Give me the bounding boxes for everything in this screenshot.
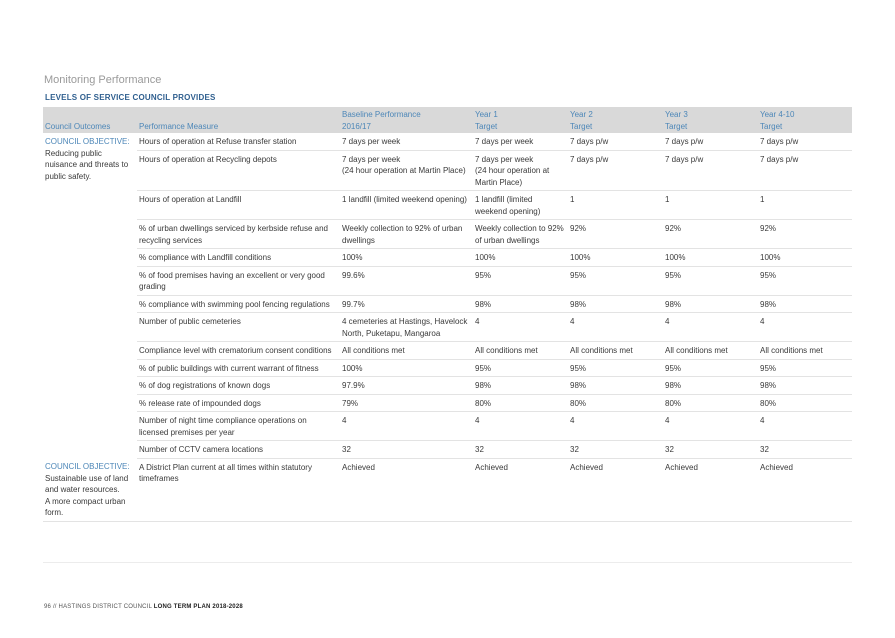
- measure-cell: Number of CCTV camera locations: [137, 441, 340, 459]
- year1-cell: 95%: [473, 359, 568, 377]
- table-header-row: [43, 107, 852, 133]
- footer-document-title: LONG TERM PLAN 2018-2028: [153, 604, 243, 610]
- year3-cell: 95%: [663, 359, 758, 377]
- header-year3: Year 3 Target: [663, 107, 758, 133]
- baseline-cell: 7 days per week (24 hour operation at Martin Place): [340, 150, 473, 191]
- year1-cell: 1 landfill (limited weekend opening): [473, 191, 568, 220]
- year3-cell: 4: [663, 313, 758, 342]
- header-year4-10: Year 4-10 Target: [758, 107, 852, 133]
- year2-cell: 98%: [568, 377, 663, 395]
- year2-cell: 92%: [568, 220, 663, 249]
- year4-10-cell: 7 days p/w: [758, 150, 852, 191]
- year4-10-cell: 95%: [758, 359, 852, 377]
- table-row: [43, 220, 852, 249]
- year3-cell: 95%: [663, 266, 758, 295]
- year3-cell: 4: [663, 412, 758, 441]
- table-row: [43, 313, 852, 342]
- header-year2: Year 2 Target: [568, 107, 663, 133]
- measure-cell: % of urban dwellings serviced by kerbside refuse and recycling services: [137, 220, 340, 249]
- measure-cell: Number of public cemeteries: [137, 313, 340, 342]
- year4-10-cell: 92%: [758, 220, 852, 249]
- year3-cell: 1: [663, 191, 758, 220]
- year3-cell: 7 days p/w: [663, 150, 758, 191]
- year2-cell: 32: [568, 441, 663, 459]
- year1-cell: All conditions met: [473, 342, 568, 360]
- table-row: [43, 458, 852, 521]
- measure-cell: % of food premises having an excellent or very good grading: [137, 266, 340, 295]
- year4-10-cell: 100%: [758, 249, 852, 267]
- measure-cell: Compliance level with crematorium consent conditions: [137, 342, 340, 360]
- baseline-cell: 100%: [340, 359, 473, 377]
- year2-cell: 1: [568, 191, 663, 220]
- table-row: [43, 249, 852, 267]
- year4-10-cell: 4: [758, 313, 852, 342]
- measure-cell: Hours of operation at Landfill: [137, 191, 340, 220]
- year1-cell: 7 days per week (24 hour operation at Martin Place): [473, 150, 568, 191]
- year3-cell: 92%: [663, 220, 758, 249]
- year2-cell: Achieved: [568, 458, 663, 521]
- year3-cell: 80%: [663, 394, 758, 412]
- baseline-cell: 4 cemeteries at Hastings, Havelock North, Puketapu, Mangaroa: [340, 313, 473, 342]
- year4-10-cell: 1: [758, 191, 852, 220]
- year1-cell: 100%: [473, 249, 568, 267]
- header-council-outcomes: Council Outcomes: [43, 107, 137, 133]
- year4-10-cell: 32: [758, 441, 852, 459]
- baseline-cell: 97.9%: [340, 377, 473, 395]
- table-row: [43, 133, 852, 150]
- year3-cell: All conditions met: [663, 342, 758, 360]
- council-objective-land-use: COUNCIL OBJECTIVE: Sustainable use of land and water resources. A more compact urban form.: [43, 458, 137, 521]
- year1-cell: 95%: [473, 266, 568, 295]
- table-row: [43, 191, 852, 220]
- year1-cell: 98%: [473, 295, 568, 313]
- measure-cell: Hours of operation at Refuse transfer station: [137, 133, 340, 150]
- table-row: [43, 266, 852, 295]
- year2-cell: 95%: [568, 266, 663, 295]
- year1-cell: 98%: [473, 377, 568, 395]
- table-row: [43, 441, 852, 459]
- measure-cell: % compliance with swimming pool fencing regulations: [137, 295, 340, 313]
- table-row: [43, 412, 852, 441]
- baseline-cell: 100%: [340, 249, 473, 267]
- year4-10-cell: 95%: [758, 266, 852, 295]
- baseline-cell: 99.7%: [340, 295, 473, 313]
- year4-10-cell: 4: [758, 412, 852, 441]
- year4-10-cell: 7 days p/w: [758, 133, 852, 150]
- year3-cell: 32: [663, 441, 758, 459]
- header-year1: Year 1 Target: [473, 107, 568, 133]
- measure-cell: % of dog registrations of known dogs: [137, 377, 340, 395]
- year1-cell: Achieved: [473, 458, 568, 521]
- year1-cell: 32: [473, 441, 568, 459]
- year2-cell: 4: [568, 412, 663, 441]
- footer-divider: [43, 562, 852, 563]
- measure-cell: % compliance with Landfill conditions: [137, 249, 340, 267]
- year4-10-cell: All conditions met: [758, 342, 852, 360]
- year4-10-cell: Achieved: [758, 458, 852, 521]
- measure-cell: A District Plan current at all times within statutory timeframes: [137, 458, 340, 521]
- table-row: [43, 295, 852, 313]
- baseline-cell: All conditions met: [340, 342, 473, 360]
- year1-cell: 4: [473, 313, 568, 342]
- year2-cell: 95%: [568, 359, 663, 377]
- measure-cell: % of public buildings with current warrant of fitness: [137, 359, 340, 377]
- year2-cell: 7 days p/w: [568, 133, 663, 150]
- year3-cell: 98%: [663, 377, 758, 395]
- year3-cell: 100%: [663, 249, 758, 267]
- section-title: Monitoring Performance: [44, 74, 162, 86]
- year4-10-cell: 98%: [758, 377, 852, 395]
- year2-cell: 80%: [568, 394, 663, 412]
- year3-cell: Achieved: [663, 458, 758, 521]
- header-performance-measure: Performance Measure: [137, 107, 340, 133]
- year1-cell: 4: [473, 412, 568, 441]
- year1-cell: 80%: [473, 394, 568, 412]
- baseline-cell: 4: [340, 412, 473, 441]
- measure-cell: Hours of operation at Recycling depots: [137, 150, 340, 191]
- table-row: [43, 342, 852, 360]
- table-row: [43, 359, 852, 377]
- baseline-cell: 32: [340, 441, 473, 459]
- table-row: [43, 377, 852, 395]
- footer-page-label: 96 // HASTINGS DISTRICT COUNCIL: [44, 604, 152, 610]
- baseline-cell: Weekly collection to 92% of urban dwellings: [340, 220, 473, 249]
- header-baseline: Baseline Performance 2016/17: [340, 107, 473, 133]
- year2-cell: 7 days p/w: [568, 150, 663, 191]
- table-row: [43, 150, 852, 191]
- year1-cell: Weekly collection to 92% of urban dwellings: [473, 220, 568, 249]
- table-row: [43, 394, 852, 412]
- performance-table: [43, 107, 852, 522]
- baseline-cell: 7 days per week: [340, 133, 473, 150]
- levels-of-service-heading: LEVELS OF SERVICE COUNCIL PROVIDES: [45, 93, 216, 102]
- measure-cell: % release rate of impounded dogs: [137, 394, 340, 412]
- year2-cell: All conditions met: [568, 342, 663, 360]
- baseline-cell: 99.6%: [340, 266, 473, 295]
- baseline-cell: 1 landfill (limited weekend opening): [340, 191, 473, 220]
- measure-cell: Number of night time compliance operations on licensed premises per year: [137, 412, 340, 441]
- year2-cell: 98%: [568, 295, 663, 313]
- year2-cell: 4: [568, 313, 663, 342]
- year3-cell: 7 days p/w: [663, 133, 758, 150]
- year4-10-cell: 98%: [758, 295, 852, 313]
- year2-cell: 100%: [568, 249, 663, 267]
- page-footer: [44, 604, 243, 610]
- baseline-cell: 79%: [340, 394, 473, 412]
- council-objective-public-safety: COUNCIL OBJECTIVE: Reducing public nuisance and threats to public safety.: [45, 137, 130, 181]
- year3-cell: 98%: [663, 295, 758, 313]
- baseline-cell: Achieved: [340, 458, 473, 521]
- year4-10-cell: 80%: [758, 394, 852, 412]
- year1-cell: 7 days per week: [473, 133, 568, 150]
